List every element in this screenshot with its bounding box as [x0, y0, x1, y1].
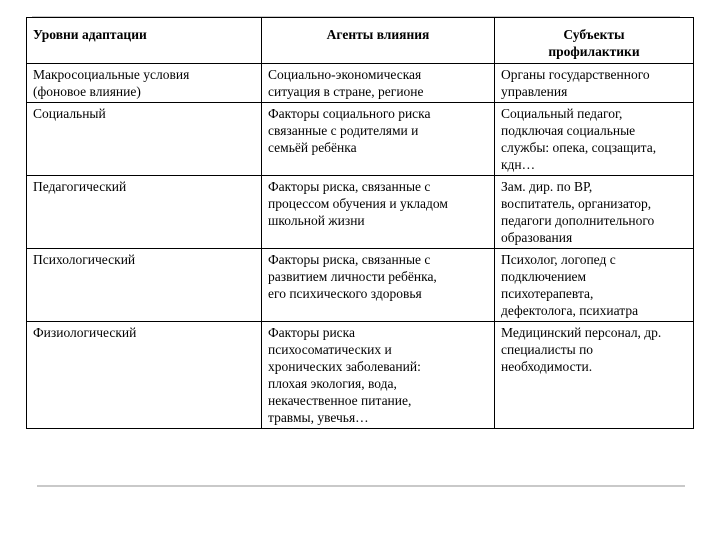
cell-text: Психологический: [33, 252, 136, 267]
cell-text: Зам. дир. по ВР, воспитатель, организатор, педагоги дополнительного образования: [501, 179, 655, 245]
cell-level: [27, 176, 262, 249]
adaptation-levels-table: [26, 17, 694, 429]
cell-text: Социально-экономическая ситуация в стране, регионе: [268, 67, 424, 99]
cell-level: [27, 103, 262, 176]
cell-text: Факторы социального риска связанные с родителями и семьёй ребёнка: [268, 106, 431, 155]
table-row: [27, 322, 694, 429]
cell-agents: [262, 176, 495, 249]
cell-text: Физиологический: [33, 325, 137, 340]
cell-text: Педагогический: [33, 179, 127, 194]
cell-text: Социальный педагог, подключая социальные службы: опека, соцзащита, кдн…: [501, 106, 657, 172]
cell-agents: [262, 249, 495, 322]
table-row: [27, 64, 694, 103]
table-row: [27, 176, 694, 249]
cell-subjects: [495, 176, 694, 249]
cell-text: Факторы риска, связанные с развитием личности ребёнка, его психического здоровья: [268, 252, 437, 301]
cell-text: Факторы риска, связанные с процессом обучения и укладом школьной жизни: [268, 179, 448, 228]
cell-subjects: [495, 64, 694, 103]
header-label: Субъекты профилактики: [548, 27, 640, 59]
cell-subjects: [495, 322, 694, 429]
header-label: Уровни адаптации: [33, 27, 147, 42]
cell-subjects: [495, 249, 694, 322]
cell-text: Органы государственного управления: [501, 67, 650, 99]
cell-agents: [262, 64, 495, 103]
cell-subjects: [495, 103, 694, 176]
header-prevention-subjects: [495, 18, 694, 64]
cell-agents: [262, 103, 495, 176]
cell-level: [27, 249, 262, 322]
cell-agents: [262, 322, 495, 429]
header-influence-agents: [262, 18, 495, 64]
cell-level: [27, 322, 262, 429]
cell-text: Медицинский персонал, др. специалисты по необходимости.: [501, 325, 662, 374]
table-row: [27, 249, 694, 322]
table-row: [27, 103, 694, 176]
cell-text: Факторы риска психосоматических и хронических заболеваний: плохая экология, вода, некачественное питание, травмы, увечья…: [268, 325, 421, 425]
table-header-row: [27, 18, 694, 64]
cell-text: Социальный: [33, 106, 106, 121]
cell-text: Психолог, логопед с подключением психотерапевта, дефектолога, психиатра: [501, 252, 639, 318]
bottom-divider-line: [37, 485, 685, 487]
cell-level: [27, 64, 262, 103]
header-label: Агенты влияния: [326, 27, 430, 42]
cell-text: Макросоциальные условия (фоновое влияние): [33, 67, 190, 99]
header-adaptation-levels: [27, 18, 262, 64]
